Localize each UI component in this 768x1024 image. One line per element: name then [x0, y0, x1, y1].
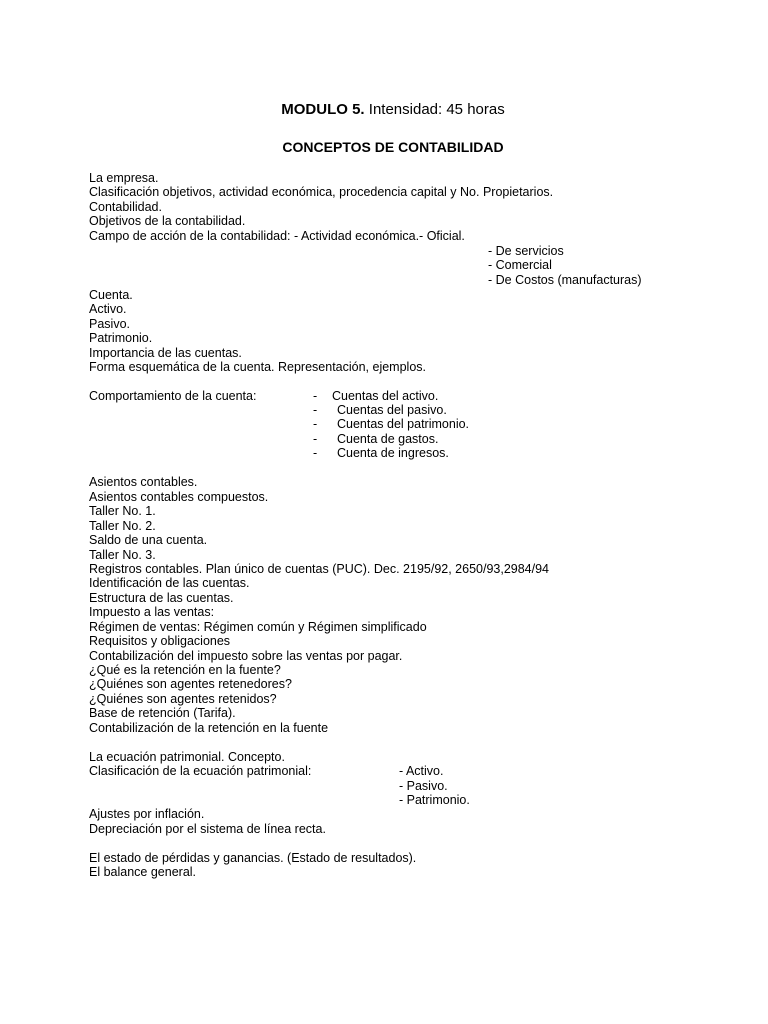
text-line: ¿Quiénes son agentes retenidos?	[89, 692, 277, 706]
list-dash: -	[313, 446, 318, 460]
behavior-item: Cuentas del patrimonio.	[337, 417, 470, 431]
text-line: Base de retención (Tarifa).	[89, 706, 236, 720]
text-line: Objetivos de la contabilidad.	[89, 214, 246, 228]
sublist-item: - Comercial	[488, 258, 552, 272]
module-title	[0, 101, 768, 119]
text-line: Régimen de ventas: Régimen común y Régimen simplificado	[89, 620, 427, 634]
text-line: Asientos contables compuestos.	[89, 490, 269, 504]
text-line: Ajustes por inflación.	[89, 807, 205, 821]
text-line: El balance general.	[89, 865, 197, 879]
equation-item: - Patrimonio.	[399, 793, 470, 807]
text-line: Contabilización del impuesto sobre las ventas por pagar.	[89, 649, 403, 663]
text-line: Clasificación objetivos, actividad económica, procedencia capital y No. Propietarios.	[89, 185, 554, 199]
text-line: El estado de pérdidas y ganancias. (Estado de resultados).	[89, 851, 417, 865]
behavior-label: Comportamiento de la cuenta:	[89, 389, 257, 403]
text-line: Contabilización de la retención en la fuente	[89, 721, 329, 735]
equation-item: - Activo.	[399, 764, 444, 778]
text-line: Impuesto a las ventas:	[89, 605, 215, 619]
text-line: Cuenta.	[89, 288, 133, 302]
module-label: MODULO 5.	[281, 101, 365, 118]
text-line: Contabilidad.	[89, 200, 162, 214]
text-line: Importancia de las cuentas.	[89, 346, 242, 360]
text-line: Identificación de las cuentas.	[89, 576, 250, 590]
text-line: Taller No. 1.	[89, 504, 156, 518]
text-line: Clasificación de la ecuación patrimonial:	[89, 764, 312, 778]
document-heading: CONCEPTOS DE CONTABILIDAD	[282, 139, 504, 155]
text-line: Depreciación por el sistema de línea recta.	[89, 822, 326, 836]
text-line: Taller No. 3.	[89, 548, 156, 562]
behavior-item: Cuentas del activo.	[332, 389, 439, 403]
list-dash: -	[313, 389, 318, 403]
text-line: Asientos contables.	[89, 475, 198, 489]
text-line: Forma esquemática de la cuenta. Representación, ejemplos.	[89, 360, 426, 374]
text-line: La ecuación patrimonial. Concepto.	[89, 750, 285, 764]
module-intensity: Intensidad: 45 horas	[368, 101, 505, 118]
text-line: ¿Quiénes son agentes retenedores?	[89, 677, 292, 691]
text-line: Registros contables. Plan único de cuentas (PUC). Dec. 2195/92, 2650/93,2984/94	[89, 562, 550, 576]
equation-item: - Pasivo.	[399, 779, 448, 793]
behavior-item: Cuentas del pasivo.	[337, 403, 447, 417]
sublist-item: - De Costos (manufacturas)	[488, 273, 642, 287]
text-line: Campo de acción de la contabilidad: - Actividad económica.- Oficial.	[89, 229, 465, 243]
text-line: Activo.	[89, 302, 127, 316]
text-line: Taller No. 2.	[89, 519, 156, 533]
behavior-item: Cuenta de gastos.	[337, 432, 439, 446]
text-line: Patrimonio.	[89, 331, 153, 345]
text-line: Estructura de las cuentas.	[89, 591, 234, 605]
list-dash: -	[313, 403, 318, 417]
list-dash: -	[313, 417, 318, 431]
behavior-item: Cuenta de ingresos.	[337, 446, 449, 460]
text-line: ¿Qué es la retención en la fuente?	[89, 663, 281, 677]
sublist-item: - De servicios	[488, 244, 564, 258]
text-line: Pasivo.	[89, 317, 130, 331]
text-line: La empresa.	[89, 171, 159, 185]
text-line: Requisitos y obligaciones	[89, 634, 231, 648]
list-dash: -	[313, 432, 318, 446]
text-line: Saldo de una cuenta.	[89, 533, 208, 547]
